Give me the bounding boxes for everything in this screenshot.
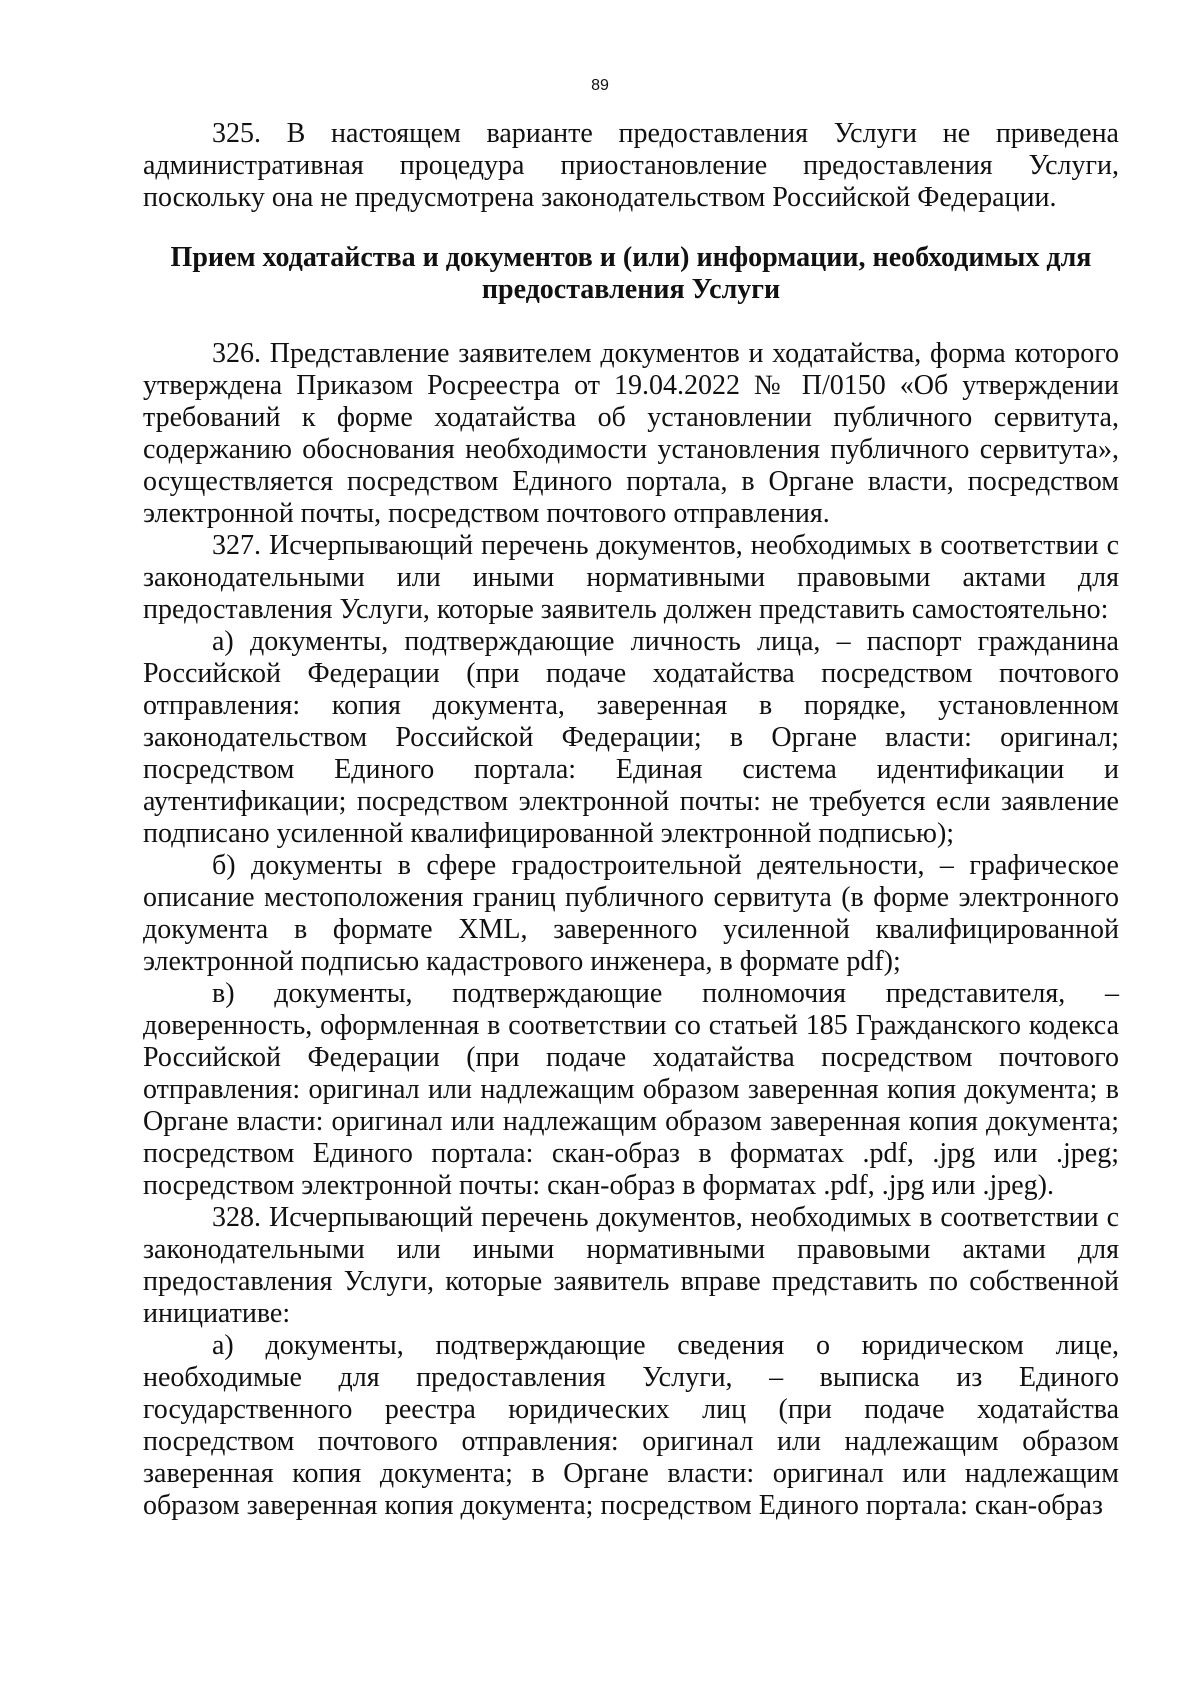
paragraph-327: 327. Исчерпывающий перечень документов, необходимых в соответствии с законодательными или иными нормативными правовыми актами для предоставления Услуги, которые заявитель должен представить самостоятельно: — [143, 530, 1119, 625]
paragraph-327-item-b: б) документы в сфере градостроительной деятельности, – графическое описание местоположения границ публичного сервитута (в форме электронного документа в формате XML, заверенного усиленной квалифицированной электронной подписью кадастрового инженера, в формате pdf); — [143, 850, 1119, 977]
paragraph-325: 325. В настоящем варианте предоставления Услуги не приведена административная процедура приостановление предоставления Услуги, поскольку она не предусмотрена законодательством Российской Федерации. — [143, 118, 1119, 213]
section-heading: Прием ходатайства и документов и (или) информации, необходимых для предоставления Услуги — [170, 242, 1092, 305]
paragraph-327-item-a: а) документы, подтверждающие личность лица, – паспорт гражданина Российской Федерации (при подаче ходатайства посредством почтового отправления: копия документа, заверенная в порядке, установленном законодательством Российской Федерации; в Органе власти: оригинал; посредством Единого портала: Единая система идентификации и аутентификации; посредством электронной почты: не требуется если заявление подписано усиленной квалифицированной электронной подписью); — [143, 626, 1119, 849]
paragraph-327-item-v: в) документы, подтверждающие полномочия представителя, – доверенность, оформленная в соответствии со статьей 185 Гражданского кодекса Российской Федерации (при подаче ходатайства посредством почтового отправления: оригинал или надлежащим образом заверенная копия документа; в Органе власти: оригинал или надлежащим образом заверенная копия документа; посредством Единого портала: скан-образ в форматах .pdf, .jpg или .jpeg; посредством электронной почты: скан-образ в форматах .pdf, .jpg или .jpeg). — [143, 978, 1119, 1201]
page-content — [143, 118, 1119, 1522]
paragraph-328-item-a: а) документы, подтверждающие сведения о юридическом лице, необходимые для предоставления Услуги, – выписка из Единого государственного реестра юридических лиц (при подаче ходатайства посредством почтового отправления: оригинал или надлежащим образом заверенная копия документа; в Органе власти: оригинал или надлежащим образом заверенная копия документа; посредством Единого портала: скан-образ — [143, 1330, 1119, 1521]
paragraph-326: 326. Представление заявителем документов и ходатайства, форма которого утверждена Приказом Росреестра от 19.04.2022 № П/0150 «Об утверждении требований к форме ходатайства об установлении публичного сервитута, содержанию обоснования необходимости установления публичного сервитута», осуществляется посредством Единого портала, в Органе власти, посредством электронной почты, посредством почтового отправления. — [143, 338, 1119, 529]
paragraph-328: 328. Исчерпывающий перечень документов, необходимых в соответствии с законодательными или иными нормативными правовыми актами для предоставления Услуги, которые заявитель вправе представить по собственной инициативе: — [143, 1202, 1119, 1329]
page-number: 89 — [591, 77, 609, 94]
